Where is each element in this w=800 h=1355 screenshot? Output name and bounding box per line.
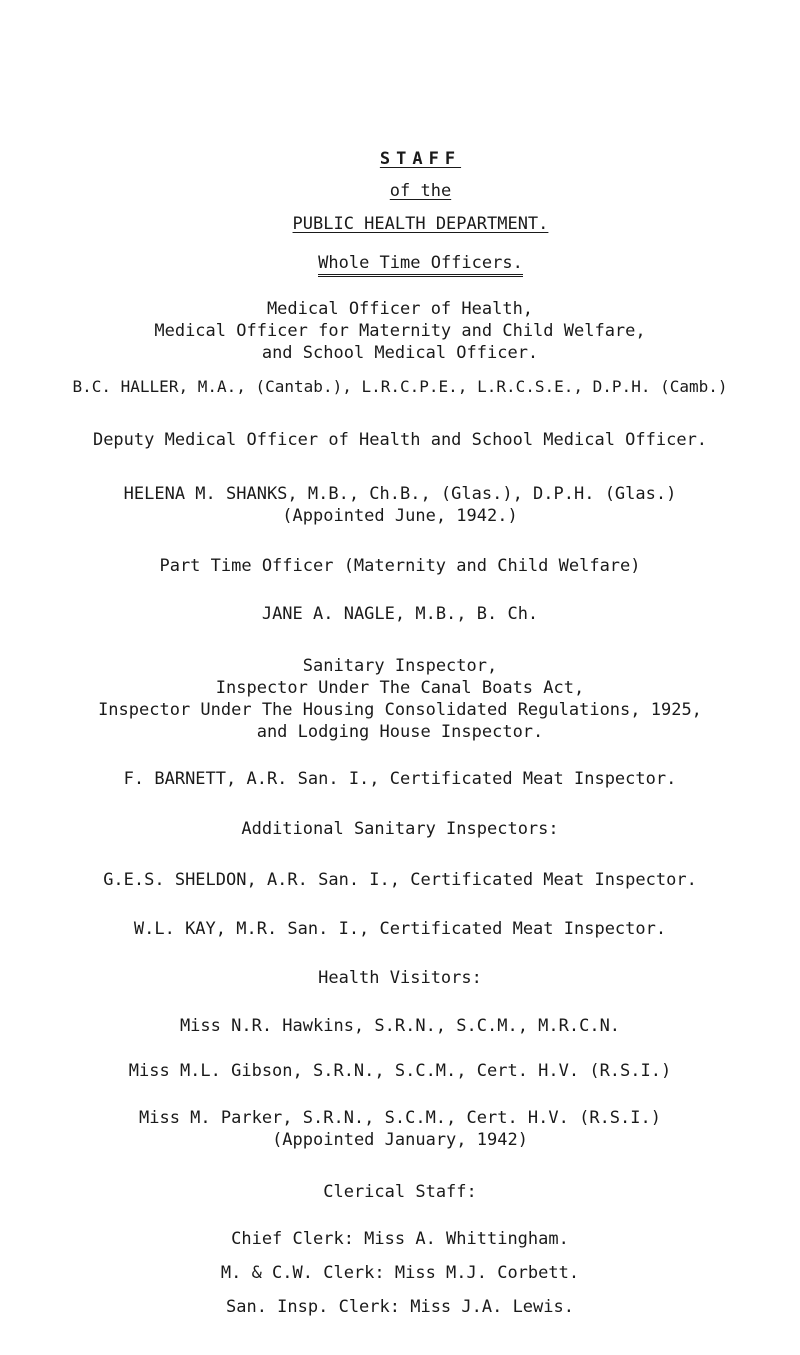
part-time-role: Part Time Officer (Maternity and Child Welfare) [159,556,641,576]
additional-inspector-name: G.E.S. SHELDON, A.R. San. I., Certificated Meat Inspector. [103,870,697,890]
visitor-name: Miss M. Parker, S.R.N., S.C.M., Cert. H.V. (R.S.I.) [139,1108,661,1128]
deputy-role: Deputy Medical Officer of Health and School Medical Officer. [92,430,708,450]
moh-role-line: and School Medical Officer. [261,343,539,363]
moh-role-line: Medical Officer for Maternity and Child Welfare, [154,321,646,341]
additional-inspector-name: W.L. KAY, M.R. San. I., Certificated Meat Inspector. [133,919,667,939]
deputy-note: (Appointed June, 1942.) [282,506,518,526]
visitor-name: Miss N.R. Hawkins, S.R.N., S.C.M., M.R.C.N. [179,1016,621,1036]
visitor-note: (Appointed January, 1942) [272,1130,528,1150]
moh-name: B.C. HALLER, M.A., (Cantab.), L.R.C.P.E., L.R.C.S.E., D.P.H. (Camb.) [72,377,728,396]
part-time-name: JANE A. NAGLE, M.B., B. Ch. [261,604,539,624]
sanitary-role-line: Inspector Under The Housing Consolidated Regulations, 1925, [98,700,702,720]
sanitary-inspector-name: F. BARNETT, A.R. San. I., Certificated Meat Inspector. [123,769,677,789]
department-title-text: PUBLIC HEALTH DEPARTMENT. [292,214,549,234]
subtitle-text: of the [389,181,452,201]
clerical-line: M. & C.W. Clerk: Miss M.J. Corbett. [220,1263,580,1283]
staff-title-text: STAFF [379,149,462,169]
clerical-line: Chief Clerk: Miss A. Whittingham. [231,1229,569,1249]
clerical-heading: Clerical Staff: [323,1182,477,1202]
section-heading [0,230,800,299]
sanitary-role-line: and Lodging House Inspector. [256,722,544,742]
additional-heading: Additional Sanitary Inspectors: [241,819,559,839]
section-heading-text: Whole Time Officers. [318,253,523,277]
deputy-name: HELENA M. SHANKS, M.B., Ch.B., (Glas.), D.P.H. (Glas.) [123,484,677,504]
sanitary-role-line: Inspector Under The Canal Boats Act, [215,678,585,698]
visitors-heading: Health Visitors: [318,968,482,988]
moh-role-line: Medical Officer of Health, [266,299,534,319]
clerical-line: San. Insp. Clerk: Miss J.A. Lewis. [226,1297,574,1317]
sanitary-role-line: Sanitary Inspector, [302,656,498,676]
visitor-name: Miss M.L. Gibson, S.R.N., S.C.M., Cert. H.V. (R.S.I.) [128,1061,672,1081]
